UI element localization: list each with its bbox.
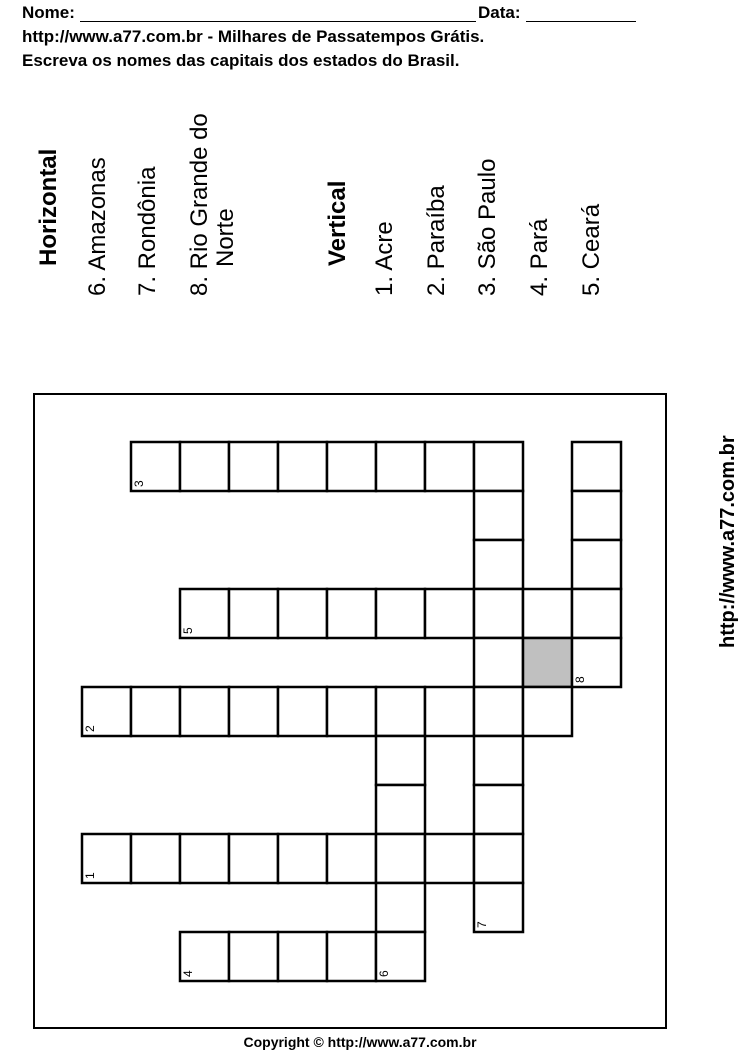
grid-cell[interactable] — [474, 687, 523, 736]
grid-cell[interactable] — [180, 834, 229, 883]
clue-v-2: 2. Paraíba — [423, 185, 450, 296]
clue-v-4: 4. Pará — [526, 218, 553, 296]
grid-cell[interactable] — [376, 883, 425, 932]
grid-cell[interactable] — [278, 834, 327, 883]
grid-cell[interactable] — [278, 932, 327, 981]
grid-cell[interactable] — [572, 491, 621, 540]
clues-vertical-title: Vertical — [324, 180, 351, 266]
grid-cell[interactable] — [376, 589, 425, 638]
clues-horizontal-title: Horizontal — [35, 148, 62, 266]
grid-cell[interactable] — [572, 442, 621, 491]
grid-cell[interactable] — [425, 834, 474, 883]
instructions: Escreva os nomes das capitais dos estados do Brasil. — [22, 51, 460, 70]
grid-cell[interactable] — [327, 834, 376, 883]
grid-cell[interactable] — [474, 491, 523, 540]
grid-cell[interactable] — [425, 442, 474, 491]
grid-cell[interactable] — [229, 589, 278, 638]
grid-cell[interactable] — [474, 442, 523, 491]
clue-number-6: 6 — [377, 970, 391, 977]
grid-cell[interactable] — [327, 442, 376, 491]
date-label: Data: — [478, 3, 521, 22]
grid-cell[interactable] — [376, 736, 425, 785]
grid-cell[interactable] — [523, 589, 572, 638]
grid-cell[interactable] — [278, 589, 327, 638]
grid-cell[interactable] — [376, 785, 425, 834]
grid-cell[interactable] — [376, 442, 425, 491]
clue-v-3: 3. São Paulo — [474, 158, 501, 296]
clue-h-7: 7. Rondônia — [134, 166, 161, 296]
grid-cell[interactable] — [229, 932, 278, 981]
clue-number-3: 3 — [132, 480, 146, 487]
clue-h-8-continuation: Norte — [212, 208, 239, 267]
clue-number-4: 4 — [181, 970, 195, 977]
shaded-cell — [523, 638, 572, 687]
name-label: Nome: — [22, 3, 75, 22]
grid-cell[interactable] — [180, 687, 229, 736]
clue-h-6: 6. Amazonas — [84, 157, 111, 296]
site-line: http://www.a77.com.br - Milhares de Passatempos Grátis. — [22, 27, 485, 46]
grid-cell[interactable] — [327, 589, 376, 638]
grid-cell[interactable] — [180, 442, 229, 491]
clue-number-5: 5 — [181, 627, 195, 634]
grid-cell[interactable] — [523, 687, 572, 736]
grid-cell[interactable] — [131, 687, 180, 736]
grid-cell[interactable] — [327, 687, 376, 736]
grid-cell[interactable] — [474, 638, 523, 687]
grid-cell[interactable] — [572, 589, 621, 638]
grid-cell[interactable] — [474, 834, 523, 883]
grid-cell[interactable] — [474, 540, 523, 589]
clue-number-1: 1 — [83, 872, 97, 879]
grid-cell[interactable] — [425, 589, 474, 638]
grid-cell[interactable] — [474, 785, 523, 834]
grid-cell[interactable] — [229, 834, 278, 883]
grid-cell[interactable] — [572, 540, 621, 589]
grid-cell[interactable] — [474, 736, 523, 785]
grid-cell[interactable] — [278, 687, 327, 736]
clue-number-2: 2 — [83, 725, 97, 732]
grid-cell[interactable] — [131, 834, 180, 883]
grid-cell[interactable] — [474, 589, 523, 638]
copyright: Copyright © http://www.a77.com.br — [243, 1034, 477, 1050]
clue-h-8: 8. Rio Grande do — [186, 113, 213, 296]
clue-v-1: 1. Acre — [371, 221, 398, 296]
clue-number-7: 7 — [475, 921, 489, 928]
grid-cell[interactable] — [376, 687, 425, 736]
grid-cell[interactable] — [376, 834, 425, 883]
clue-v-5: 5. Ceará — [578, 203, 605, 296]
grid-cell[interactable] — [327, 932, 376, 981]
grid-cell[interactable] — [425, 687, 474, 736]
clue-number-8: 8 — [573, 676, 587, 683]
grid-cell[interactable] — [229, 687, 278, 736]
grid-cell[interactable] — [229, 442, 278, 491]
side-url: http://www.a77.com.br — [717, 435, 739, 648]
grid-cell[interactable] — [278, 442, 327, 491]
